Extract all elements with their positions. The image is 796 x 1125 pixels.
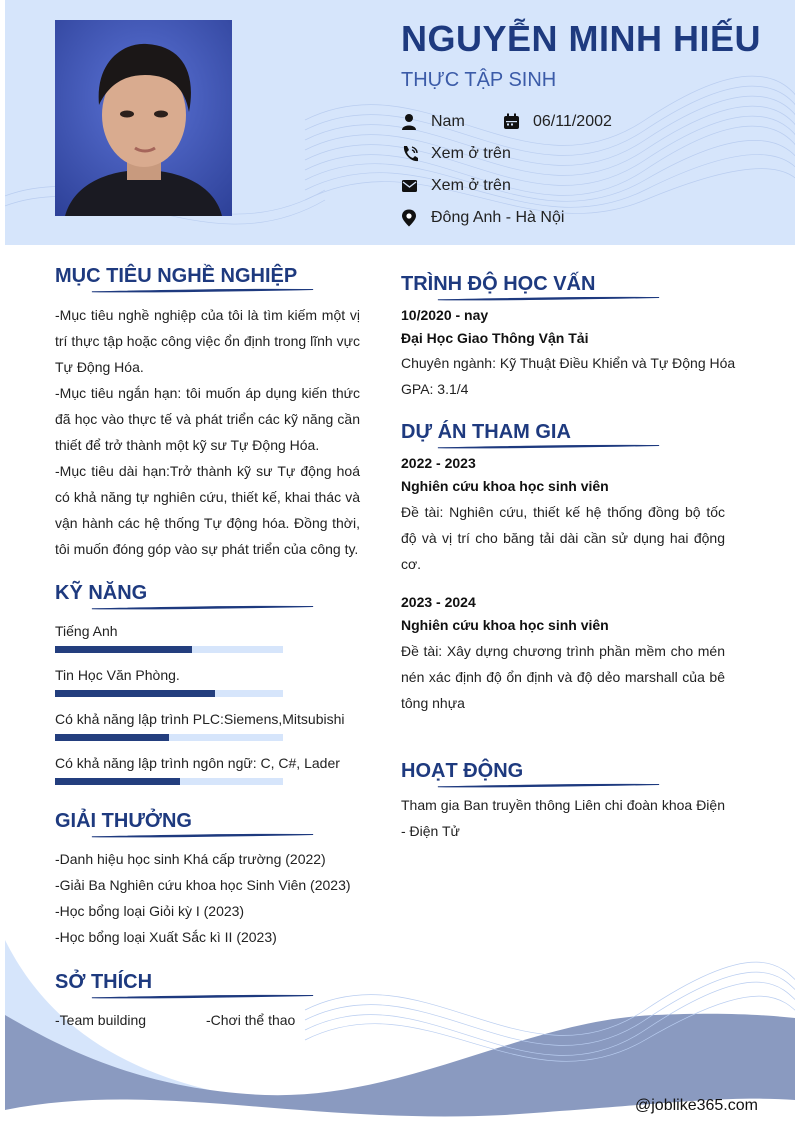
- user-icon: [401, 113, 419, 131]
- hobby-item: -Chơi thể thao: [206, 1012, 296, 1028]
- profile-photo: [55, 20, 232, 216]
- map-pin-icon: [401, 209, 419, 227]
- objective-underline: [55, 288, 350, 294]
- skill-bar-fill: [55, 778, 180, 785]
- objective-heading: MỤC TIÊU NGHỀ NGHIỆP: [55, 265, 298, 287]
- skill-bar-fill: [55, 690, 215, 697]
- gender-row: [401, 113, 465, 131]
- award-item: -Giải Ba Nghiên cứu khoa học Sinh Viên (2023): [55, 877, 351, 893]
- education-gpa: GPA: 3.1/4: [401, 381, 469, 397]
- phone-value: Xem ở trên: [431, 145, 511, 162]
- objective-paragraph-1: -Mục tiêu nghề nghiệp của tôi là tìm kiếm một vị trí thực tập hoặc công việc ổn định trong lĩnh vực Tự Động Hóa.: [55, 307, 360, 375]
- cv-page: [5, 0, 795, 1125]
- skill-bar: [55, 778, 283, 785]
- birthdate-row: [503, 113, 612, 131]
- projects-underline: [401, 444, 696, 450]
- candidate-name: NGUYỄN MINH HIẾU: [401, 18, 762, 59]
- award-item: -Học bổng loại Xuất Sắc kì II (2023): [55, 929, 277, 945]
- envelope-icon: [401, 177, 419, 195]
- education-major: Chuyên ngành: Kỹ Thuật Điều Khiển và Tự Động Hóa: [401, 355, 736, 371]
- phone-row: [401, 145, 511, 163]
- objective-text: [55, 302, 360, 562]
- skill-bar-fill: [55, 734, 169, 741]
- phone-icon: [401, 145, 419, 163]
- project-period: 2022 - 2023: [401, 455, 476, 471]
- project-description: Đề tài: Xây dựng chương trình phần mềm cho mén nén xác định độ ổn định và độ dẻo marshall của bê tông nhựa: [401, 643, 725, 711]
- objective-paragraph-3: -Mục tiêu dài hạn:Trở thành kỹ sư Tự động hoá có khả năng tự nghiên cứu, thiết kế, khai thác và vận hành các hệ thống Tự động hóa. Đồng thời, tôi muốn đóng góp vào sự phát triển của công ty.: [55, 463, 360, 557]
- email-row: [401, 177, 511, 195]
- award-item: -Học bổng loại Giỏi kỳ I (2023): [55, 903, 245, 919]
- hobbies-underline: [55, 994, 350, 1000]
- skill-bar: [55, 734, 283, 741]
- activities-description: Tham gia Ban truyền thông Liên chi đoàn khoa Điện - Điện Tử: [401, 797, 725, 839]
- skill-label: Có khả năng lập trình PLC:Siemens,Mitsubishi: [55, 711, 345, 727]
- objective-paragraph-2: -Mục tiêu ngắn hạn: tôi muốn áp dụng kiến thức đã học vào thực tế và phát triển các kỹ năng cần thiết để trở thành một kỹ sư Tự Động Hóa.: [55, 385, 360, 453]
- hobbies-heading: SỞ THÍCH: [55, 971, 153, 993]
- calendar-icon: [503, 113, 521, 131]
- skill-bar: [55, 690, 283, 697]
- project-name: Nghiên cứu khoa học sinh viên: [401, 617, 609, 633]
- skill-label: Tiếng Anh: [55, 623, 118, 639]
- education-underline: [401, 296, 696, 302]
- skill-label: Tin Học Văn Phòng.: [55, 667, 180, 683]
- skill-bar: [55, 646, 283, 653]
- education-heading: TRÌNH ĐỘ HỌC VẤN: [401, 273, 596, 295]
- award-item: -Danh hiệu học sinh Khá cấp trường (2022): [55, 851, 326, 867]
- gender-value: Nam: [431, 113, 465, 130]
- job-title: THỰC TẬP SINH: [401, 69, 557, 91]
- hobby-item: -Team building: [55, 1012, 147, 1028]
- projects-heading: DỰ ÁN THAM GIA: [401, 421, 571, 443]
- awards-underline: [55, 833, 350, 839]
- skill-bar-fill: [55, 646, 192, 653]
- birthdate-value: 06/11/2002: [533, 113, 612, 130]
- project-period: 2023 - 2024: [401, 594, 476, 610]
- email-value: Xem ở trên: [431, 177, 511, 194]
- project-name: Nghiên cứu khoa học sinh viên: [401, 478, 609, 494]
- education-period: 10/2020 - nay: [401, 307, 489, 323]
- awards-heading: GIẢI THƯỞNG: [55, 810, 192, 832]
- activities-underline: [401, 783, 696, 789]
- skills-underline: [55, 605, 350, 611]
- watermark-link[interactable]: @joblike365.com: [635, 1097, 758, 1114]
- address-value: Đông Anh - Hà Nội: [431, 209, 565, 226]
- skill-label: Có khả năng lập trình ngôn ngữ: C, C#, Lader: [55, 755, 340, 771]
- education-school: Đại Học Giao Thông Vận Tải: [401, 330, 589, 346]
- skills-heading: KỸ NĂNG: [55, 582, 148, 604]
- activities-heading: HOẠT ĐỘNG: [401, 760, 524, 782]
- project-description: Đề tài: Nghiên cứu, thiết kế hệ thống đồng bộ tốc độ và vị trí cho băng tải dài cần sử dụng hai động cơ.: [401, 504, 725, 572]
- address-row: [401, 209, 564, 227]
